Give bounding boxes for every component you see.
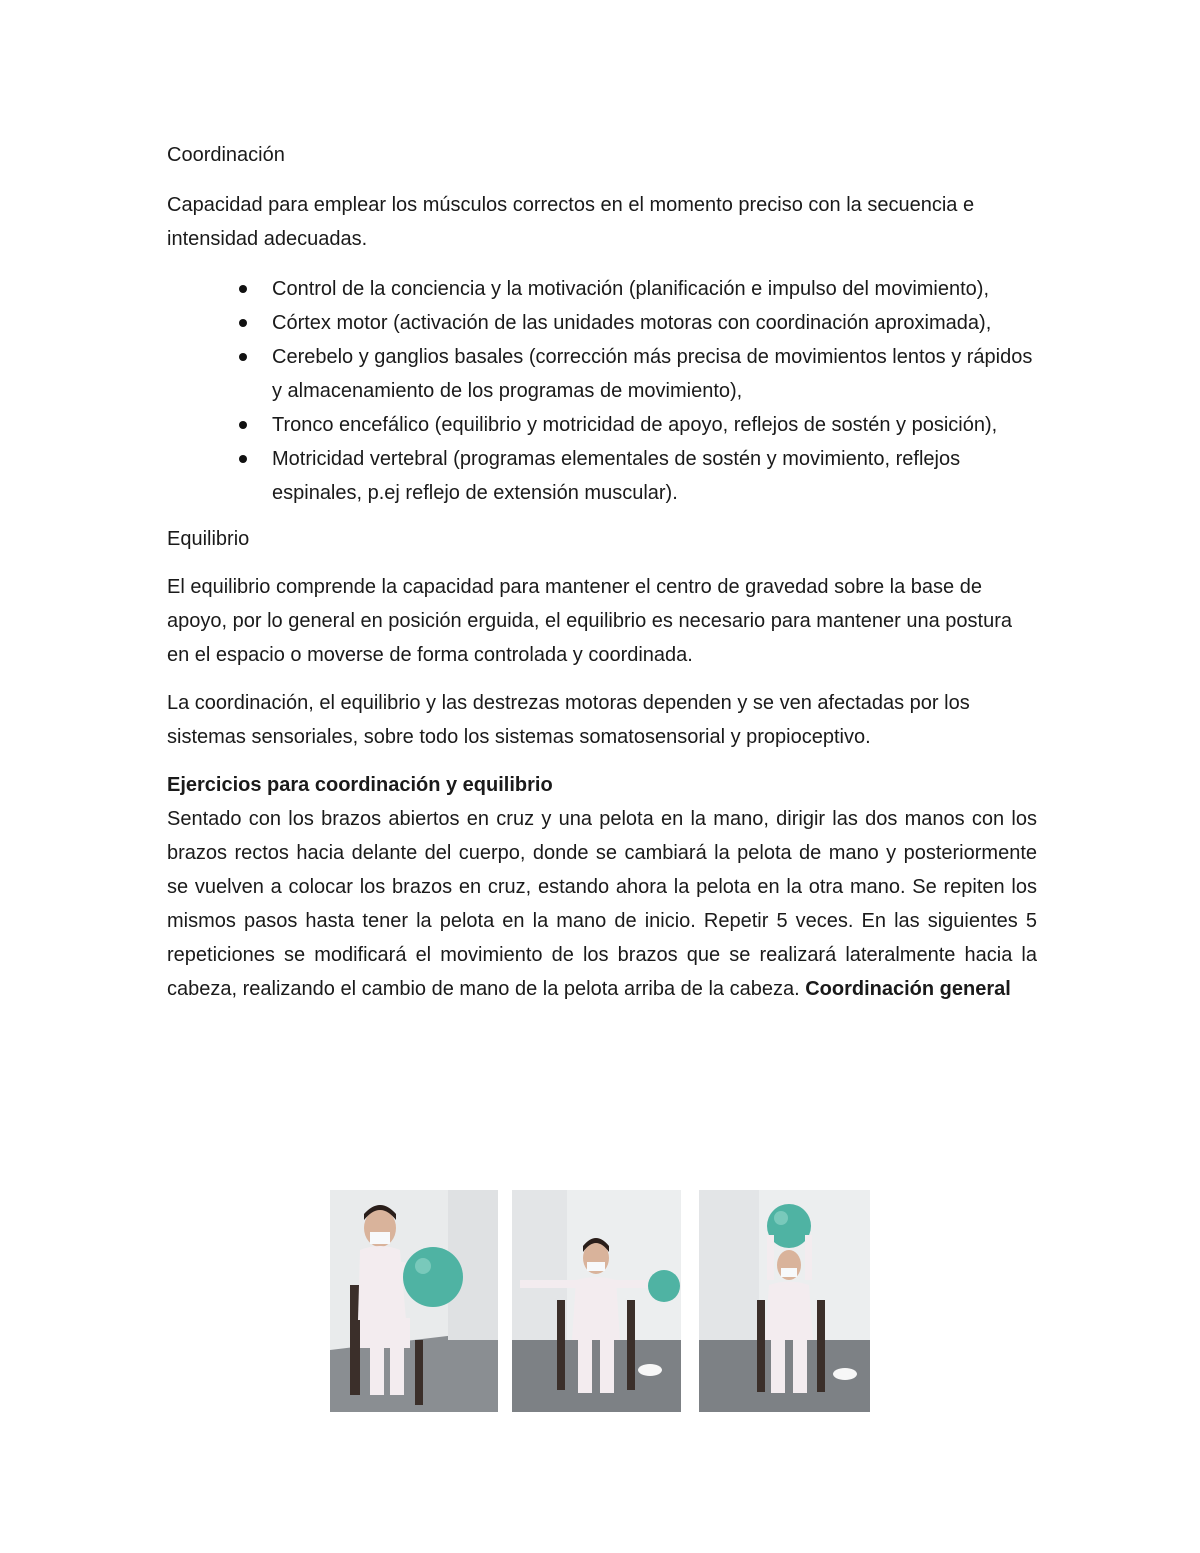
equilibrio-definition: El equilibrio comprende la capacidad para mantener el centro de gravedad sobre la base de apoyo, por lo general en posición erguida, el equilibrio es necesario para mantener una postura en el espacio o moverse de forma controlada y coordinada. — [167, 576, 1012, 666]
section-title-equilibrio: Equilibrio — [167, 528, 250, 550]
bullet-icon — [239, 421, 247, 429]
list-item: Motricidad vertebral (programas elementales de sostén y movimiento, reflejos espinales, p.ej reflejo de extensión muscular). — [272, 442, 1037, 510]
ejercicio-description: Sentado con los brazos abiertos en cruz y una pelota en la mano, dirigir las dos manos con los brazos rectos hacia delante del cuerpo, donde se cambiará la pelota de mano y posteriormente se vuelven a colocar los brazos en cruz, estando ahora la pelota en la otra mano. Se repiten los mismos pasos hasta tener la pelota en la mano de inicio. Repetir 5 veces. En las siguientes 5 repeticiones se modificará el movimiento de los brazos que se realizará lateralmente hacia la cabeza, realizando el cambio de mano de la pelota arriba de la cabeza. Coordinación general — [167, 808, 1037, 1000]
bullet-icon — [239, 455, 247, 463]
section-title-coordinacion: Coordinación — [167, 144, 285, 166]
list-item: Córtex motor (activación de las unidades motoras con coordinación aproximada), — [272, 306, 1037, 340]
sensorial-paragraph: La coordinación, el equilibrio y las destrezas motoras dependen y se ven afectadas por los sistemas sensoriales, sobre todo los sistemas somatosensorial y propioceptivo. — [167, 692, 970, 748]
section-title-ejercicios: Ejercicios para coordinación y equilibrio — [167, 774, 553, 796]
list-item: Tronco encefálico (equilibrio y motricidad de apoyo, reflejos de sostén y posición), — [272, 408, 1037, 442]
bullet-icon — [239, 285, 247, 293]
exercise-photo-arms-forward — [330, 1190, 498, 1412]
exercise-photo-arms-cross — [512, 1190, 681, 1412]
bullet-icon — [239, 319, 247, 327]
bullet-icon — [239, 353, 247, 361]
exercise-category-label: Coordinación general — [805, 978, 1011, 1000]
document-body — [167, 138, 1037, 1006]
exercise-photo-ball-overhead — [699, 1190, 870, 1412]
list-item: Cerebelo y ganglios basales (corrección más precisa de movimientos lentos y rápidos y almacenamiento de los programas de movimiento), — [272, 340, 1037, 408]
list-item: Control de la conciencia y la motivación (planificación e impulso del movimiento), — [272, 272, 1037, 306]
coordinacion-bullet-list — [167, 272, 1037, 510]
coordinacion-definition: Capacidad para emplear los músculos correctos en el momento preciso con la secuencia e intensidad adecuadas. — [167, 194, 975, 250]
